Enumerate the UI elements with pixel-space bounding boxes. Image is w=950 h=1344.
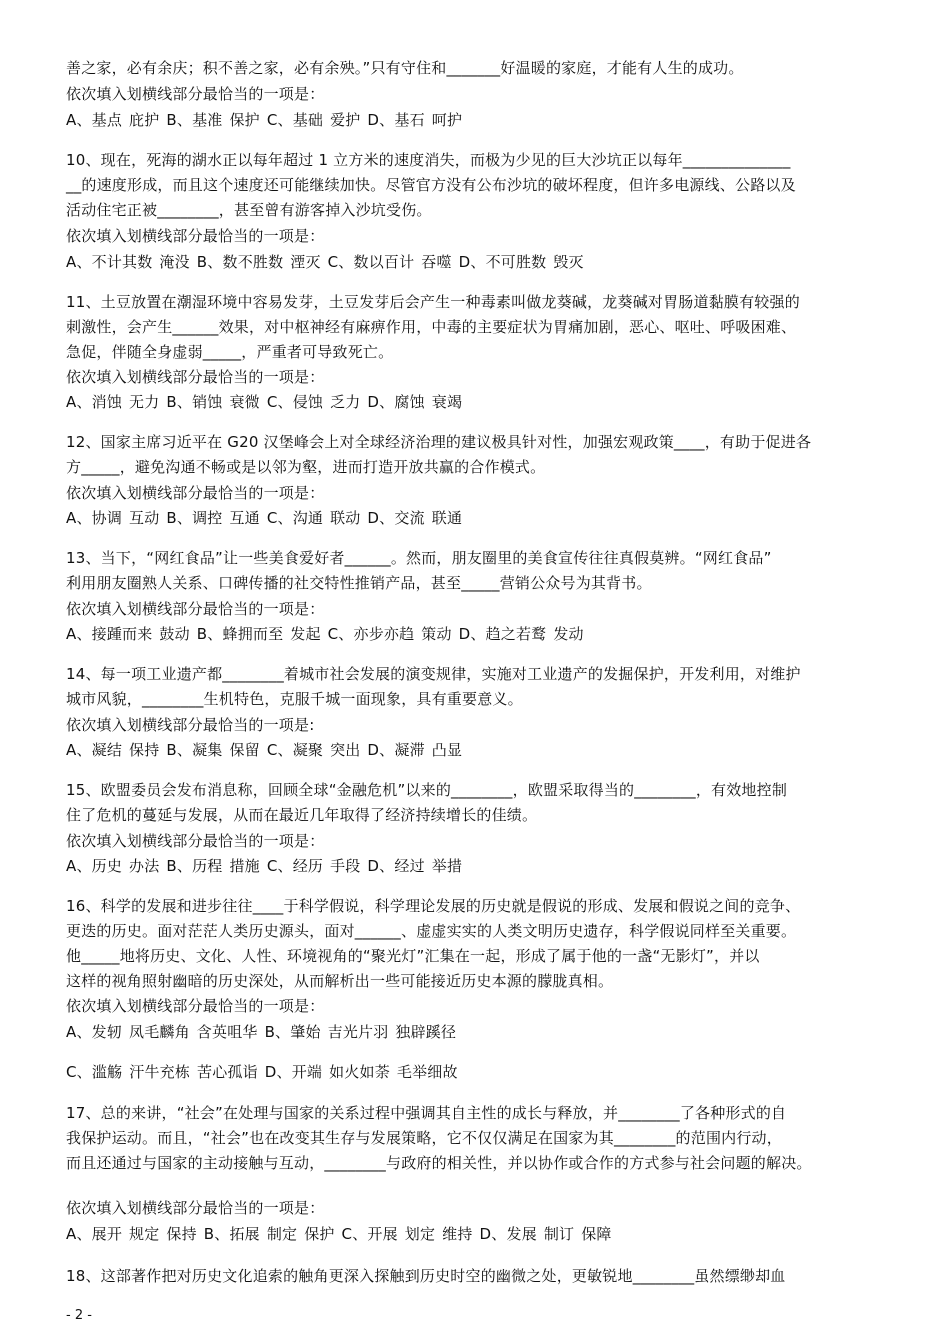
answer-options: C、滥觞 汗牛充栋 苦心孤诣 D、开端 如火如荼 毛举细故 (66, 1063, 458, 1081)
question-prompt: 依次填入划横线部分最恰当的一项是： (66, 484, 325, 502)
answer-options: A、接踵而来 鼓动 B、蜂拥而至 发起 C、亦步亦趋 策动 D、趋之若鹜 发动 (66, 625, 584, 643)
question-11: 11、土豆放置在潮湿环境中容易发芽，土豆发芽后会产生一种毒素叫做龙葵碱，龙葵碱对胃肠道黏膜有较强的 (66, 293, 800, 311)
question-10: 10、现在，死海的湖水正以每年超过 1 立方米的速度消失，而极为少见的巨大沙坑正以每年______________ (66, 151, 791, 169)
question-prompt: 依次填入划横线部分最恰当的一项是: (66, 716, 315, 734)
text-line: 刺激性，会产生______效果，对中枢神经有麻痹作用，中毒的主要症状为胃痛加剧，恶心、呕吐、呼吸困难、 (66, 318, 797, 336)
answer-options: A、基点 庇护 B、基准 保护 C、基础 爱护 D、基石 呵护 (66, 111, 463, 129)
text-line: 城市风貌，________生机特色，克服千城一面现象，具有重要意义。 (66, 690, 523, 708)
question-prompt: 依次填入划横线部分最恰当的一项是： (66, 832, 325, 850)
answer-options: A、不计其数 淹没 B、数不胜数 湮灭 C、数以百计 吞噬 D、不可胜数 毁灭 (66, 253, 584, 271)
question-18: 18、这部著作把对历史文化追索的触角更深入探触到历史时空的幽微之处，更敏锐地________虽然缥缈却血 (66, 1267, 786, 1285)
answer-options: A、发轫 凤毛麟角 含英咀华 B、肇始 吉光片羽 独辟蹊径 (66, 1023, 457, 1041)
question-prompt: 依次填入划横线部分最恰当的一项是： (66, 1199, 325, 1217)
question-16: 16、科学的发展和进步往往____于科学假说，科学理论发展的历史就是假说的形成、发展和假说之间的竞争、 (66, 897, 801, 915)
text-line: 方_____，避免沟通不畅或是以邻为壑，进而打造开放共赢的合作模式。 (66, 458, 546, 476)
text-line: 利用朋友圈熟人关系、口碑传播的社交特性推销产品，甚至_____营销公众号为其背书。 (66, 574, 652, 592)
question-prompt: 依次填入划横线部分最恰当的一项是： (66, 227, 325, 245)
question-15: 15、欧盟委员会发布消息称，回顾全球“金融危机”以来的________，欧盟采取得当的________，有效地控制 (66, 781, 788, 799)
answer-options: A、历史 办法 B、历程 措施 C、经历 手段 D、经过 举措 (66, 857, 463, 875)
text-line: __的速度形成，而且这个速度还可能继续加快。尽管官方没有公布沙坑的破坏程度，但许多电源线、公路以及 (66, 176, 796, 194)
question-prompt: 依次填入划横线部分最恰当的一项是： (66, 368, 325, 386)
text-line: 急促，伴随全身虚弱_____，严重者可导致死亡。 (66, 343, 394, 361)
question-prompt: 依次填入划横线部分最恰当的一项是： (66, 997, 325, 1015)
answer-options: A、协调 互动 B、调控 互通 C、沟通 联动 D、交流 联通 (66, 509, 463, 527)
question-14: 14、每一项工业遗产都________着城市社会发展的演变规律，实施对工业遗产的发掘保护，开发利用，对维护 (66, 665, 801, 683)
page-number: - 2 - (66, 1308, 92, 1323)
text-line: 更迭的历史。面对茫茫人类历史源头，面对______、虚虚实实的人类文明历史遗存，科学假说同样至关重要。 (66, 922, 797, 940)
question-prompt: 依次填入划横线部分最恰当的一项是： (66, 600, 325, 618)
text-line: 善之家，必有余庆；积不善之家，必有余殃。”只有守住和_______好温暖的家庭，才能有人生的成功。 (66, 59, 744, 77)
text-line: 我保护运动。而且，“社会”也在改变其生存与发展策略，它不仅仅满足在国家为其________的范围内行动， (66, 1129, 782, 1147)
text-line: 活动住宅正被________，甚至曾有游客掉入沙坑受伤。 (66, 201, 432, 219)
answer-options: A、消蚀 无力 B、销蚀 衰微 C、侵蚀 乏力 D、腐蚀 衰竭 (66, 393, 463, 411)
question-12: 12、国家主席习近平在 G20 汉堡峰会上对全球经济治理的建议极具针对性，加强宏观政策____，有助于促进各 (66, 433, 812, 451)
text-line: 这样的视角照射幽暗的历史深处，从而解析出一些可能接近历史本源的朦胧真相。 (66, 972, 614, 990)
answer-options: A、凝结 保持 B、凝集 保留 C、凝聚 突出 D、凝滞 凸显 (66, 741, 463, 759)
answer-options: A、展开 规定 保持 B、拓展 制定 保护 C、开展 划定 维持 D、发展 制订 保障 (66, 1225, 612, 1243)
question-prompt: 依次填入划横线部分最恰当的一项是： (66, 85, 325, 103)
text-line: 他_____地将历史、文化、人性、环境视角的“聚光灯”汇集在一起，形成了属于他的一盏“无影灯”，并以 (66, 947, 760, 965)
question-17: 17、总的来讲，“社会”在处理与国家的关系过程中强调其自主性的成长与释放，并________了各种形式的自 (66, 1104, 787, 1122)
question-13: 13、当下，“网红食品”让一些美食爱好者______。然而，朋友圈里的美食宣传往往真假莫辨。“网红食品” (66, 549, 772, 567)
text-line: 而且还通过与国家的主动接触与互动，________与政府的相关性，并以协作或合作的方式参与社会问题的解决。 (66, 1154, 812, 1172)
text-line: 住了危机的蔓延与发展，从而在最近几年取得了经济持续增长的佳绩。 (66, 806, 538, 824)
